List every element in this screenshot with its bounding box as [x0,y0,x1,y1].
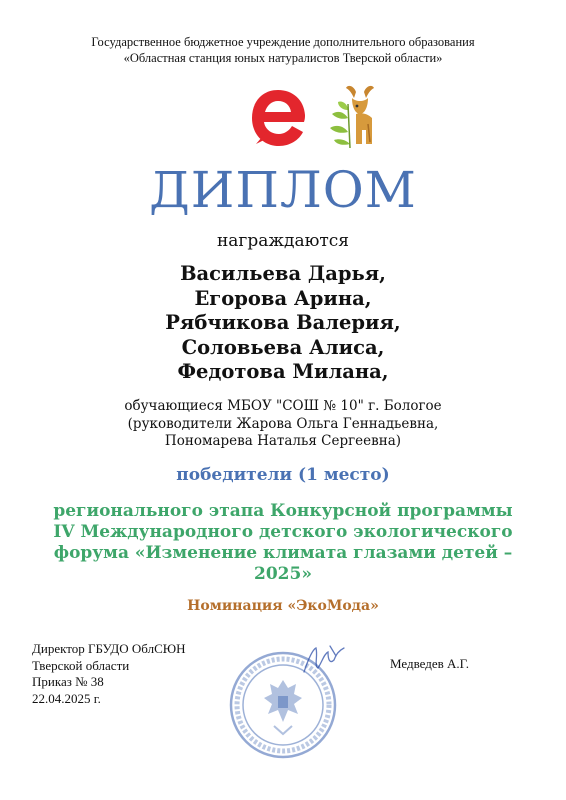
recipient-name: Соловьева Алиса, [181,335,385,359]
director-line-1: Директор ГБУДО ОблСЮН [32,641,186,656]
awarded-text: награждаются [216,231,350,251]
header-line-1: Государственное бюджетное учреждение дополнительного образования [91,35,475,49]
diploma-title: ДИПЛОМ [149,161,417,219]
winners-text: победители (1 место) [176,465,390,485]
program-description [28,501,538,585]
school-info [0,398,566,451]
school-line-2: (руководители Жарова Ольга Геннадьевна, [127,415,439,432]
recipient-name: Егорова Арина, [194,286,372,310]
recipient-names [0,262,566,385]
logos [0,84,566,154]
school-line-3: Пономарева Наталья Сергеевна) [164,433,402,449]
director-line-3: Приказ № 38 [32,674,104,689]
director-line-4: 22.04.2025 г. [32,690,101,706]
recipient-name: Федотова Милана, [177,360,389,383]
program-line-3: форума «Изменение климата глазами детей – [53,543,513,563]
header-line-2: «Областная станция юных натуралистов Тверской области» [123,51,443,65]
program-line-2: IV Международного детского экологического [53,522,513,542]
nomination-text: Номинация «ЭкоМода» [187,598,379,614]
eco-e-logo-icon [248,86,308,150]
school-line-1: обучающиеся МБОУ "СОШ № 10" г. Бологое [124,398,442,414]
program-line-4: 2025» [254,564,312,584]
recipient-name: Васильева Дарья, [180,262,386,285]
deer-leaf-logo-icon [326,84,390,152]
director-line-2: Тверской области [32,657,130,673]
program-line-1: регионального этапа Конкурсной программы [53,501,513,521]
recipient-name: Рябчикова Валерия, [165,311,401,334]
signature-icon [300,642,350,678]
director-block [32,641,186,707]
header-organization [0,34,566,66]
signer-name: Медведев А.Г. [390,656,469,671]
